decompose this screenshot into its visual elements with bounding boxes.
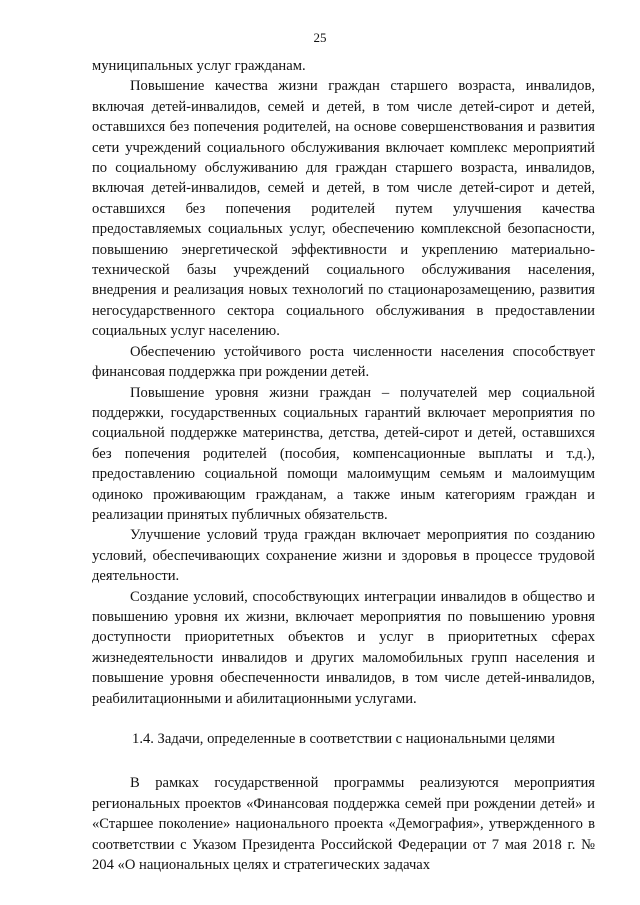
paragraph-national-projects: В рамках государственной программы реализуются мероприятия региональных проектов «Финансовая поддержка семей при рождении детей» и «Старшее поколение» национального проекта «Демография», утвержденного в соответствии с Указом Президента Российской Федерации от 7 мая 2018 г. № 204 «О национальных целях и стратегических задачах (92, 775, 595, 874)
paragraph-continuation: муниципальных услуг гражданам. (92, 58, 306, 74)
page-number: 25 (313, 30, 327, 45)
paragraph-living-standards: Повышение уровня жизни граждан – получателей мер социальной поддержки, государственных социальных гарантий включает мероприятия по социальной поддержке материнства, детства, детей-сирот и детей, оставшихся без попечения родителей (пособия, компенсационные выплаты и т.д.), предоставлению социальной помощи малоимущим семьям и малоимущим одиноко проживающим гражданам, а также иным категориям граждан и реализации принятых публичных обязательств. (92, 384, 595, 523)
paragraph-population-growth: Обеспечению устойчивого роста численности населения способствует финансовая поддержка при рождении детей. (92, 343, 595, 381)
paragraph-disability-integration: Создание условий, способствующих интеграции инвалидов в общество и повышению уровня их жизни, включает мероприятия по повышению уровня доступности приоритетных объектов и услуг в приоритетных сферах жизнедеятельности инвалидов и других маломобильных групп населения и повышение уровня обеспеченности инвалидов, в том числе детей-инвалидов, реабилитационными и абилитационными услугами. (92, 588, 595, 707)
paragraph-quality-of-life: Повышение качества жизни граждан старшего возраста, инвалидов, включая детей-инвалидов, семей и детей, в том числе детей-сирот и детей, оставшихся без попечения родителей, на основе совершенствования и развития сети учреждений социального обслуживания включает комплекс мероприятий по социальному обслуживанию для граждан старшего возраста, инвалидов, включая детей-инвалидов, семей и детей, в том числе детей-сирот и детей, оставшихся без попечения родителей путем улучшения качества предоставляемых социальных услуг, обеспечению комплексной безопасности, повышению энергетической эффективности и укреплению материально-технической базы учреждений социального обслуживания населения, внедрения и реализация новых технологий по стационарозамещению, развития негосударственного сектора социального обслуживания в предоставлении социальных услуг населению. (92, 78, 595, 340)
section-heading: 1.4. Задачи, определенные в соответствии с национальными целями (132, 731, 555, 747)
document-body (92, 56, 595, 875)
paragraph-labor-conditions: Улучшение условий труда граждан включает мероприятия по созданию условий, обеспечивающих сохранение жизни и здоровья в процессе трудовой деятельности. (92, 527, 595, 585)
